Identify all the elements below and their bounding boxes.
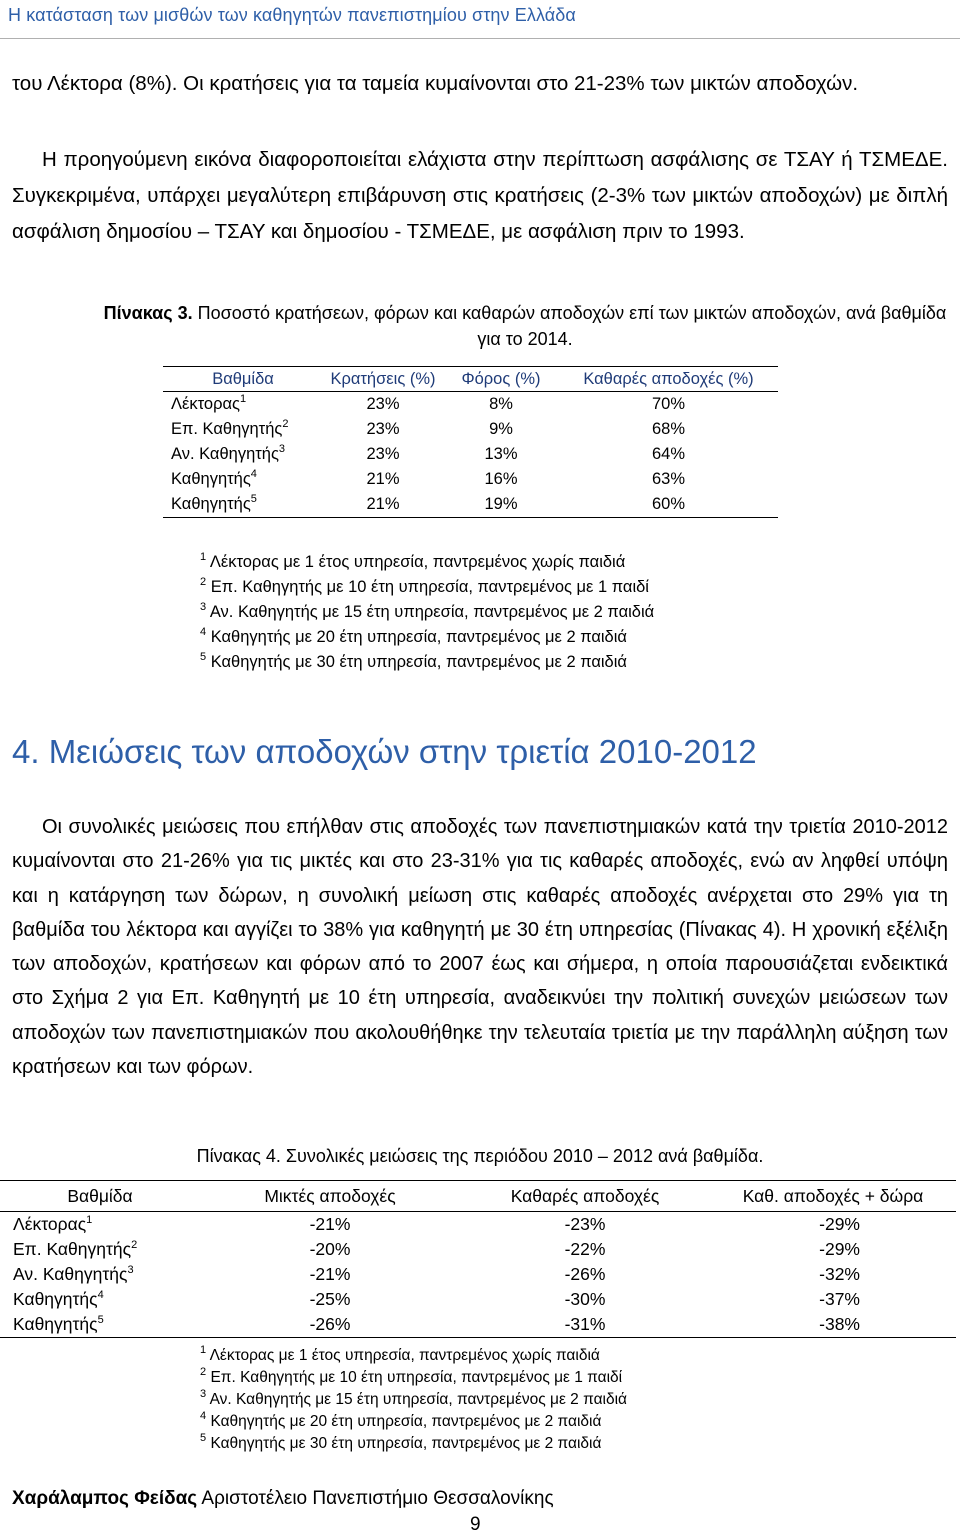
rank-name: Λέκτορας bbox=[171, 395, 240, 413]
paragraph-continued: του Λέκτορα (8%). Οι κρατήσεις για τα ταμεία κυμαίνονται στο 21-23% των μικτών αποδοχών. bbox=[12, 72, 859, 95]
table4-label: Πίνακας 4. bbox=[196, 1146, 281, 1166]
footnote-mark: 2 bbox=[131, 1239, 138, 1251]
cell-tax: 13% bbox=[484, 445, 518, 463]
table3-label: Πίνακας 3. bbox=[103, 303, 193, 323]
cell-tax: 8% bbox=[489, 395, 513, 413]
table-row bbox=[0, 1312, 956, 1338]
footnote-text: Λέκτορας με 1 έτος υπηρεσία, παντρεμένος χωρίς παιδιά bbox=[209, 1347, 600, 1364]
table-row bbox=[163, 442, 778, 467]
cell-net: 63% bbox=[651, 470, 686, 488]
cell-net: 60% bbox=[651, 495, 686, 513]
row-label bbox=[0, 1237, 200, 1262]
footnote bbox=[200, 650, 654, 675]
footnote-mark: 3 bbox=[127, 1264, 134, 1276]
table3-caption bbox=[100, 300, 950, 352]
footnote-number: 5 bbox=[200, 1432, 207, 1444]
row-label bbox=[163, 417, 323, 442]
cell-net-change: -22% bbox=[564, 1239, 606, 1259]
footnote-text: Λέκτορας με 1 έτος υπηρεσία, παντρεμένος χωρίς παιδιά bbox=[209, 553, 626, 571]
paragraph-insurance: Η προηγούμενη εικόνα διαφοροποιείται ελάχιστα στην περίπτωση ασφάλισης σε ΤΣΑΥ ή ΤΣΜΕΔΕ. Συγκεκριμένα, υπάρχει μεγαλύτερη επιβάρυνση στις κρατήσεις (2-3% των μικτών αποδοχών) με διπλή ασφάλιση δημοσίου – ΤΣΑΥ και δημοσίου - ΤΣΜΕΔΕ, με ασφάλιση πριν το 1993. bbox=[12, 148, 948, 243]
footnote bbox=[200, 1389, 627, 1411]
row-label bbox=[0, 1287, 200, 1312]
footnote bbox=[200, 625, 654, 650]
cell-net-change: -30% bbox=[564, 1289, 606, 1309]
table4 bbox=[0, 1180, 956, 1338]
footnote-mark: 2 bbox=[282, 418, 289, 430]
footnote bbox=[200, 600, 654, 625]
table3 bbox=[163, 366, 778, 518]
table3-header-cell: Βαθμίδα bbox=[212, 370, 274, 388]
footnote-text: Καθηγητής με 20 έτη υπηρεσία, παντρεμένος με 2 παιδιά bbox=[210, 628, 627, 646]
footnote-mark: 5 bbox=[250, 493, 257, 505]
rank-name: Καθηγητής bbox=[171, 495, 251, 513]
table-row bbox=[0, 1237, 956, 1262]
footnote bbox=[200, 575, 654, 600]
table3-caption-text: Ποσοστό κρατήσεων, φόρων και καθαρών αποδοχών επί των μικτών αποδοχών, ανά βαθμίδα για το 2014. bbox=[197, 303, 947, 349]
cell-tax: 19% bbox=[484, 495, 518, 513]
cell-net-bonus-change: -32% bbox=[819, 1264, 860, 1284]
cell-net-bonus-change: -37% bbox=[819, 1289, 860, 1309]
cell-gross-change: -21% bbox=[309, 1214, 351, 1234]
table4-header-cell: Βαθμίδα bbox=[67, 1185, 133, 1206]
table3-header-cell: Καθαρές αποδοχές (%) bbox=[583, 370, 754, 388]
footnote-mark: 5 bbox=[97, 1314, 104, 1326]
footnote-text: Αν. Καθηγητής με 15 έτη υπηρεσία, παντρεμένος με 2 παιδιά bbox=[209, 1391, 628, 1408]
footnote-text: Επ. Καθηγητής με 10 έτη υπηρεσία, παντρεμένος με 1 παιδί bbox=[210, 1369, 623, 1386]
footnote bbox=[200, 1411, 627, 1433]
table3-header-cell: Φόρος (%) bbox=[461, 370, 541, 388]
row-label bbox=[0, 1212, 200, 1238]
table-row bbox=[163, 492, 778, 518]
row-label bbox=[163, 467, 323, 492]
row-label bbox=[163, 442, 323, 467]
table3-header-cell: Κρατήσεις (%) bbox=[330, 370, 436, 388]
table-row bbox=[0, 1212, 956, 1238]
table-row bbox=[163, 467, 778, 492]
footnote-number: 5 bbox=[200, 651, 207, 663]
footnote bbox=[200, 550, 654, 575]
cell-gross-change: -26% bbox=[309, 1314, 351, 1334]
cell-gross-change: -20% bbox=[309, 1239, 351, 1259]
footnote bbox=[200, 1345, 627, 1367]
cell-deductions: 23% bbox=[366, 445, 400, 463]
rank-name: Λέκτορας bbox=[13, 1214, 87, 1234]
cell-net-bonus-change: -29% bbox=[819, 1214, 860, 1234]
rank-name: Καθηγητής bbox=[171, 470, 251, 488]
table4-caption bbox=[60, 1143, 900, 1169]
footnote-mark: 1 bbox=[86, 1214, 93, 1226]
page-footer bbox=[12, 1488, 554, 1510]
cell-gross-change: -25% bbox=[309, 1289, 351, 1309]
cell-tax: 9% bbox=[489, 420, 513, 438]
footnote-text: Καθηγητής με 30 έτη υπηρεσία, παντρεμένος με 2 παιδιά bbox=[210, 1435, 602, 1452]
footnote-mark: 1 bbox=[239, 393, 247, 405]
cell-net: 64% bbox=[651, 445, 686, 463]
footnote bbox=[200, 1433, 627, 1455]
cell-net-bonus-change: -29% bbox=[819, 1239, 860, 1259]
footnote-number: 3 bbox=[200, 1388, 207, 1400]
page-number: 9 bbox=[470, 1514, 481, 1535]
cell-net: 70% bbox=[651, 395, 686, 413]
footnote-mark: 3 bbox=[278, 443, 286, 455]
table4-header-row bbox=[0, 1181, 956, 1212]
cell-net-change: -31% bbox=[564, 1314, 606, 1334]
row-label bbox=[0, 1312, 200, 1338]
cell-tax: 16% bbox=[484, 470, 518, 488]
cell-gross-change: -21% bbox=[309, 1264, 351, 1284]
footer-author: Χαράλαμπος Φείδας bbox=[12, 1488, 198, 1509]
footnote-text: Καθηγητής με 30 έτη υπηρεσία, παντρεμένος με 2 παιδιά bbox=[210, 653, 627, 671]
footnote-number: 3 bbox=[200, 601, 207, 613]
table-row bbox=[0, 1262, 956, 1287]
footnote-text: Καθηγητής με 20 έτη υπηρεσία, παντρεμένος με 2 παιδιά bbox=[210, 1413, 602, 1430]
table4-caption-text: Συνολικές μειώσεις της περιόδου 2010 – 2012 ανά βαθμίδα. bbox=[285, 1146, 764, 1166]
section4-paragraph: Οι συνολικές μειώσεις που επήλθαν στις αποδοχές των πανεπιστημιακών κατά την τριετία 2010-2012 κυμαίνονται στο 21-26% για τις μικτές και στο 23-31% για τις καθαρές αποδοχές, ενώ αν ληφθεί υπόψη και η κατάργηση των δώρων, η συνολική μείωση στις καθαρές αποδοχές ανέρχεται στο 29% για τη βαθμίδα του λέκτορα και αγγίζει το 38% για καθηγητή με 30 έτη υπηρεσίας (Πίνακας 4). Η χρονική εξέλιξη των αποδοχών, κρατήσεων και φόρων από το 2007 έως και σήμερα, η οποία παρουσιάζεται ενδεικτικά στο Σχήμα 2 για Επ. Καθηγητή με 10 έτη υπηρεσία, αναδεικνύει την πολιτική συνεχών μειώσεων των αποδοχών των πανεπιστημιακών που ακολουθήθηκε την τελευταία τριετία με την παράλληλη αύξηση των κρατήσεων και των φόρων. bbox=[12, 816, 948, 1079]
running-title: Η κατάσταση των μισθών των καθηγητών πανεπιστημίου στην Ελλάδα bbox=[8, 5, 576, 25]
table-row bbox=[0, 1287, 956, 1312]
cell-net-change: -26% bbox=[564, 1264, 606, 1284]
rank-name: Αν. Καθηγητής bbox=[171, 445, 279, 463]
table3-header-row bbox=[163, 367, 778, 392]
row-label bbox=[163, 492, 323, 518]
footnote-number: 2 bbox=[200, 576, 207, 588]
table3-footnotes bbox=[200, 550, 654, 675]
table4-header-cell: Καθ. αποδοχές + δώρα bbox=[742, 1185, 924, 1206]
footnote-number: 2 bbox=[200, 1366, 207, 1378]
table-row bbox=[163, 417, 778, 442]
row-label bbox=[0, 1262, 200, 1287]
footnote-number: 1 bbox=[200, 551, 207, 563]
footnote-text: Επ. Καθηγητής με 10 έτη υπηρεσία, παντρεμένος με 1 παιδί bbox=[210, 578, 649, 596]
table4-footnotes bbox=[200, 1345, 627, 1455]
rank-name: Καθηγητής bbox=[13, 1314, 98, 1334]
cell-deductions: 23% bbox=[366, 395, 400, 413]
cell-deductions: 23% bbox=[366, 420, 400, 438]
footnote-number: 1 bbox=[200, 1344, 207, 1356]
table4-header-cell: Καθαρές αποδοχές bbox=[510, 1185, 660, 1206]
footnote-mark: 4 bbox=[250, 468, 257, 480]
section-heading: 4. Μειώσεις των αποδοχών στην τριετία 2010-2012 bbox=[12, 733, 757, 770]
footnote-text: Αν. Καθηγητής με 15 έτη υπηρεσία, παντρεμένος με 2 παιδιά bbox=[209, 603, 655, 621]
table4-header-cell: Μικτές αποδοχές bbox=[264, 1185, 396, 1206]
cell-deductions: 21% bbox=[366, 470, 400, 488]
footnote-mark: 4 bbox=[97, 1289, 104, 1301]
row-label bbox=[163, 392, 323, 418]
footnote-number: 4 bbox=[200, 626, 207, 638]
footnote bbox=[200, 1367, 627, 1389]
footer-affiliation: Αριστοτέλειο Πανεπιστήμιο Θεσσαλονίκης bbox=[201, 1488, 554, 1509]
rank-name: Επ. Καθηγητής bbox=[171, 420, 283, 438]
rank-name: Καθηγητής bbox=[13, 1289, 98, 1309]
cell-deductions: 21% bbox=[366, 495, 400, 513]
rank-name: Επ. Καθηγητής bbox=[13, 1239, 132, 1259]
page-header bbox=[0, 0, 960, 36]
footnote-number: 4 bbox=[200, 1410, 207, 1422]
cell-net-change: -23% bbox=[564, 1214, 606, 1234]
cell-net: 68% bbox=[651, 420, 686, 438]
cell-net-bonus-change: -38% bbox=[819, 1314, 860, 1334]
header-divider bbox=[0, 38, 960, 39]
rank-name: Αν. Καθηγητής bbox=[13, 1264, 128, 1284]
table-row bbox=[163, 392, 778, 418]
